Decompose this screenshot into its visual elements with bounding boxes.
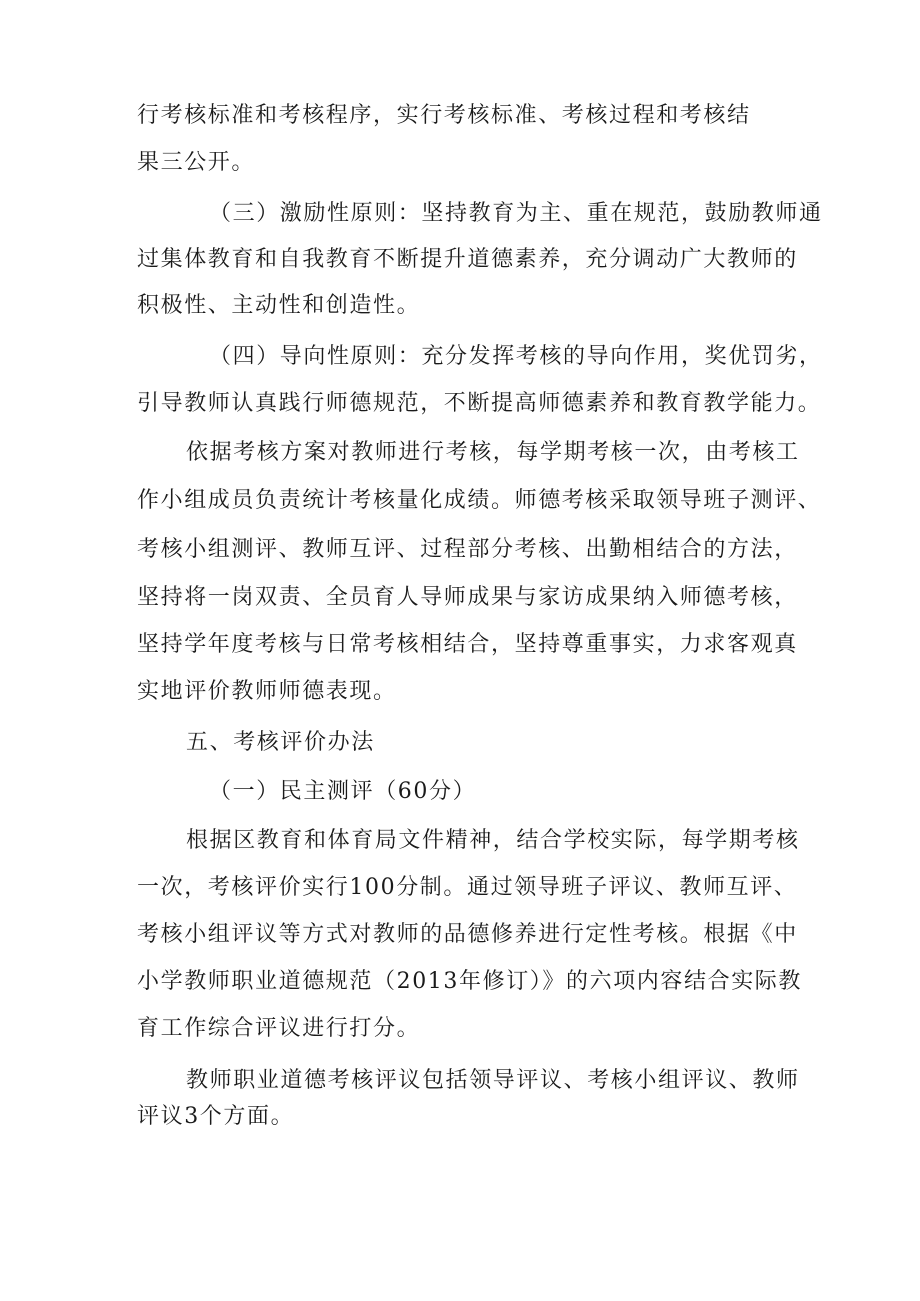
text-line: 积极性、主动性和创造性。: [137, 293, 421, 318]
text-line: 小学教师职业道德规范（2013年修订）》的六项内容结合实际教: [137, 969, 802, 994]
text-line: 过集体教育和自我教育不断提升道德素养，充分调动广大教师的: [137, 247, 798, 272]
text-line: 育工作综合评议进行打分。: [137, 1016, 421, 1041]
text-line: 实地评价教师师德表现。: [137, 679, 397, 704]
text-line: 根据区教育和体育局文件精神，结合学校实际，每学期考核: [186, 828, 800, 853]
text-line: 果三公开。: [137, 150, 256, 175]
text-line: 一次，考核评价实行100分制。通过领导班子评议、教师互评、: [137, 875, 798, 900]
text-line: 作小组成员负责统计考核量化成绩。师德考核采取领导班子测评、: [137, 488, 822, 513]
text-line: （三）激励性原则：坚持教育为主、重在规范，鼓励教师通: [209, 201, 823, 226]
text-line: 评议3个方面。: [137, 1104, 295, 1129]
text-line: 坚持学年度考核与日常考核相结合，坚持尊重事实，力求客观真: [137, 632, 798, 657]
text-line: 依据考核方案对教师进行考核，每学期考核一次，由考核工: [186, 440, 800, 465]
text-line: 考核小组评议等方式对教师的品德修养进行定性考核。根据《中: [137, 922, 798, 947]
subsection-heading: （一）民主测评（60分）: [209, 779, 477, 804]
text-line: 坚持将一岗双责、全员育人导师成果与家访成果纳入师德考核，: [137, 585, 798, 610]
text-line: 引导教师认真践行师德规范，不断提高师德素养和教育教学能力。: [137, 391, 822, 416]
section-heading: 五、考核评价办法: [186, 730, 375, 755]
text-line: 教师职业道德考核评议包括领导评议、考核小组评议、教师: [186, 1068, 800, 1093]
text-line: （四）导向性原则：充分发挥考核的导向作用，奖优罚劣，: [209, 344, 823, 369]
text-line: 行考核标准和考核程序，实行考核标准、考核过程和考核结: [137, 103, 751, 128]
text-line: 考核小组测评、教师互评、过程部分考核、出勤相结合的方法，: [137, 537, 798, 562]
